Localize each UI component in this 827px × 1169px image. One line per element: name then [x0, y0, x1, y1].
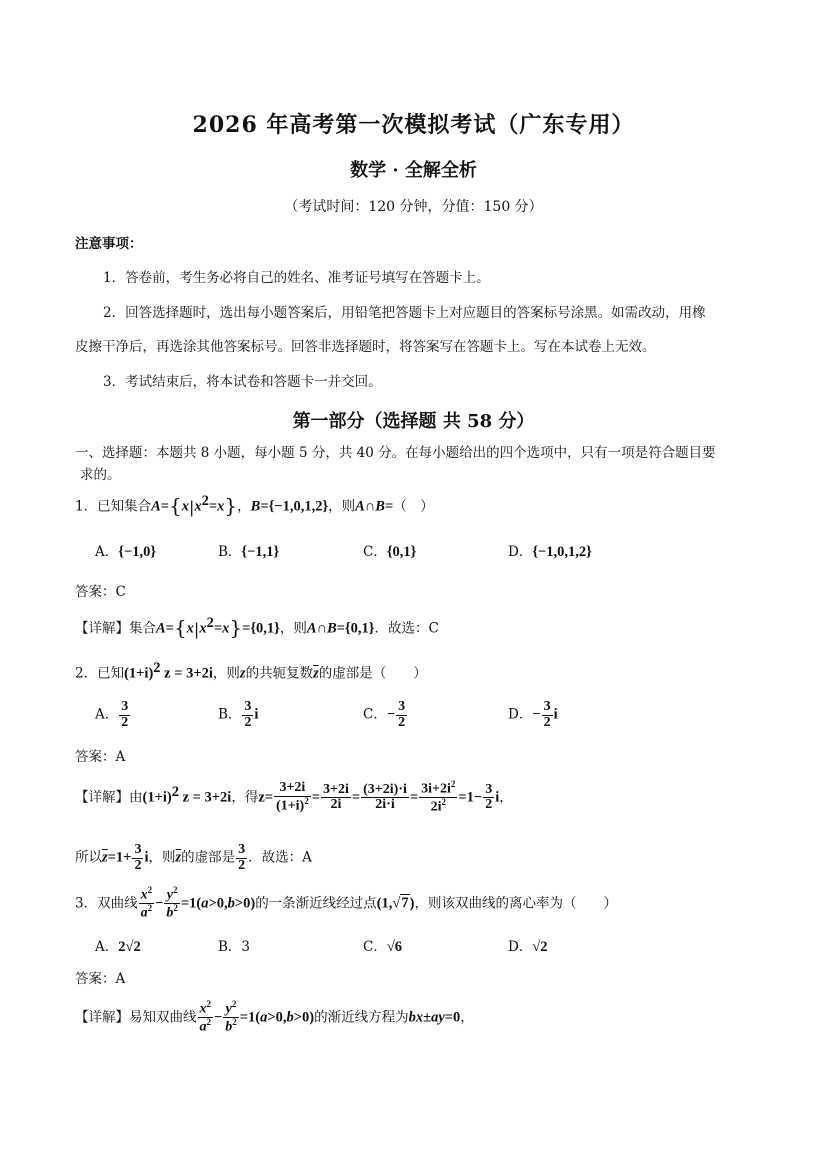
option-d: D．− $\frac{3}{2}$ i: [508, 699, 558, 730]
detail-1: 【详解】集合$A=\{x|x^2=x\}=\{0,1\}$，则A∩B={0,1}．故选：C: [75, 615, 439, 640]
note-item: 1．答卷前，考生务必将自己的姓名、准考证号填写在答题卡上。: [103, 270, 490, 286]
option-c: C．{0,1}: [363, 544, 417, 560]
option-b: B．{−1,1}: [218, 544, 280, 560]
question-text: 1．已知集合: [75, 498, 152, 515]
option-a: A．2√2: [95, 939, 141, 955]
option-c: C．− $\frac{3}{2}$: [363, 699, 406, 730]
page-title: 2026 年高考第一次模拟考试（广东专用）: [192, 112, 635, 138]
detail-3: 【详解】易知双曲线 $\frac{x^2}{a^2}$ − $\frac{y^2}{b^2}$ =1(a>0,b>0)的渐近线方程为bx±ay=0，: [75, 999, 474, 1035]
question-3: 3．双曲线 $\frac{x^2}{a^2}$ − $\frac{y^2}{b^2}$ =1(a>0,b>0)的一条渐近线经过点(1,√7)，则该双曲线的离心率为（ ）: [75, 885, 617, 921]
section-title: 第一部分（选择题 共 58 分）: [292, 411, 535, 432]
note-item: 皮擦干净后，再选涂其他答案标号。回答非选择题时，将答案写在答题卡上。写在本试卷上无效。: [75, 339, 656, 355]
notes-heading: 注意事项：: [75, 236, 143, 252]
note-item: 2．回答选择题时，选出每小题答案后，用铅笔把答题卡上对应题目的答案标号涂黑。如需改动，用橡: [103, 305, 706, 321]
option-d: D．√2: [508, 939, 548, 955]
option-c: C．√6: [363, 939, 403, 955]
option-b: B．3: [218, 939, 251, 955]
page-subtitle: 数学 · 全解全析: [350, 160, 477, 181]
detail-2-line2: 所以$\overline{z}=1+$ $\frac{3}{2}$ i，则$\overline{z}$的虚部是 $\frac{3}{2}$ ．故选：A: [75, 842, 312, 873]
section-instruction: 一、选择题：本题共 8 小题，每小题 5 分，共 40 分。在每小题给出的四个选项中，只有一项是符合题目要: [75, 445, 716, 461]
option-a: A．{−1,0}: [95, 544, 157, 560]
detail-2: 【详解】由$(1+i)^2$ z = 3+2i，得z= $\frac{3+2i}{(1+i)^2}$ = $\frac{3+2i}{2i}$ = $\frac{(3+2i)\cdot i}{2i\cdot i}$ = $\frac{3i+2i^2}{2i^2}$ =1− $\frac{3}{2}$ i，: [75, 779, 513, 815]
answer-3: 答案：A: [75, 971, 126, 987]
option-b: B． $\frac{3}{2}$ i: [218, 699, 259, 730]
answer-2: 答案：A: [75, 749, 126, 765]
option-a: A． $\frac{3}{2}$: [95, 699, 129, 730]
question-1: 1．已知集合$A=\{x|x^2=x\}$，B={−1,0,1,2}，则A∩B=（ ）: [75, 493, 434, 518]
option-d: D．{−1,0,1,2}: [508, 544, 592, 560]
answer-1: 答案：C: [75, 584, 126, 600]
section-instruction: 求的。: [80, 467, 121, 483]
exam-info: （考试时间：120 分钟，分值：150 分）: [284, 199, 543, 215]
note-item: 3．考试结束后，将本试卷和答题卡一并交回。: [103, 374, 382, 390]
question-2: 2．已知$(1+i)^2$ z = 3+2i，则z的共轭复数$\overline{z}$的虚部是（ ）: [75, 660, 427, 682]
